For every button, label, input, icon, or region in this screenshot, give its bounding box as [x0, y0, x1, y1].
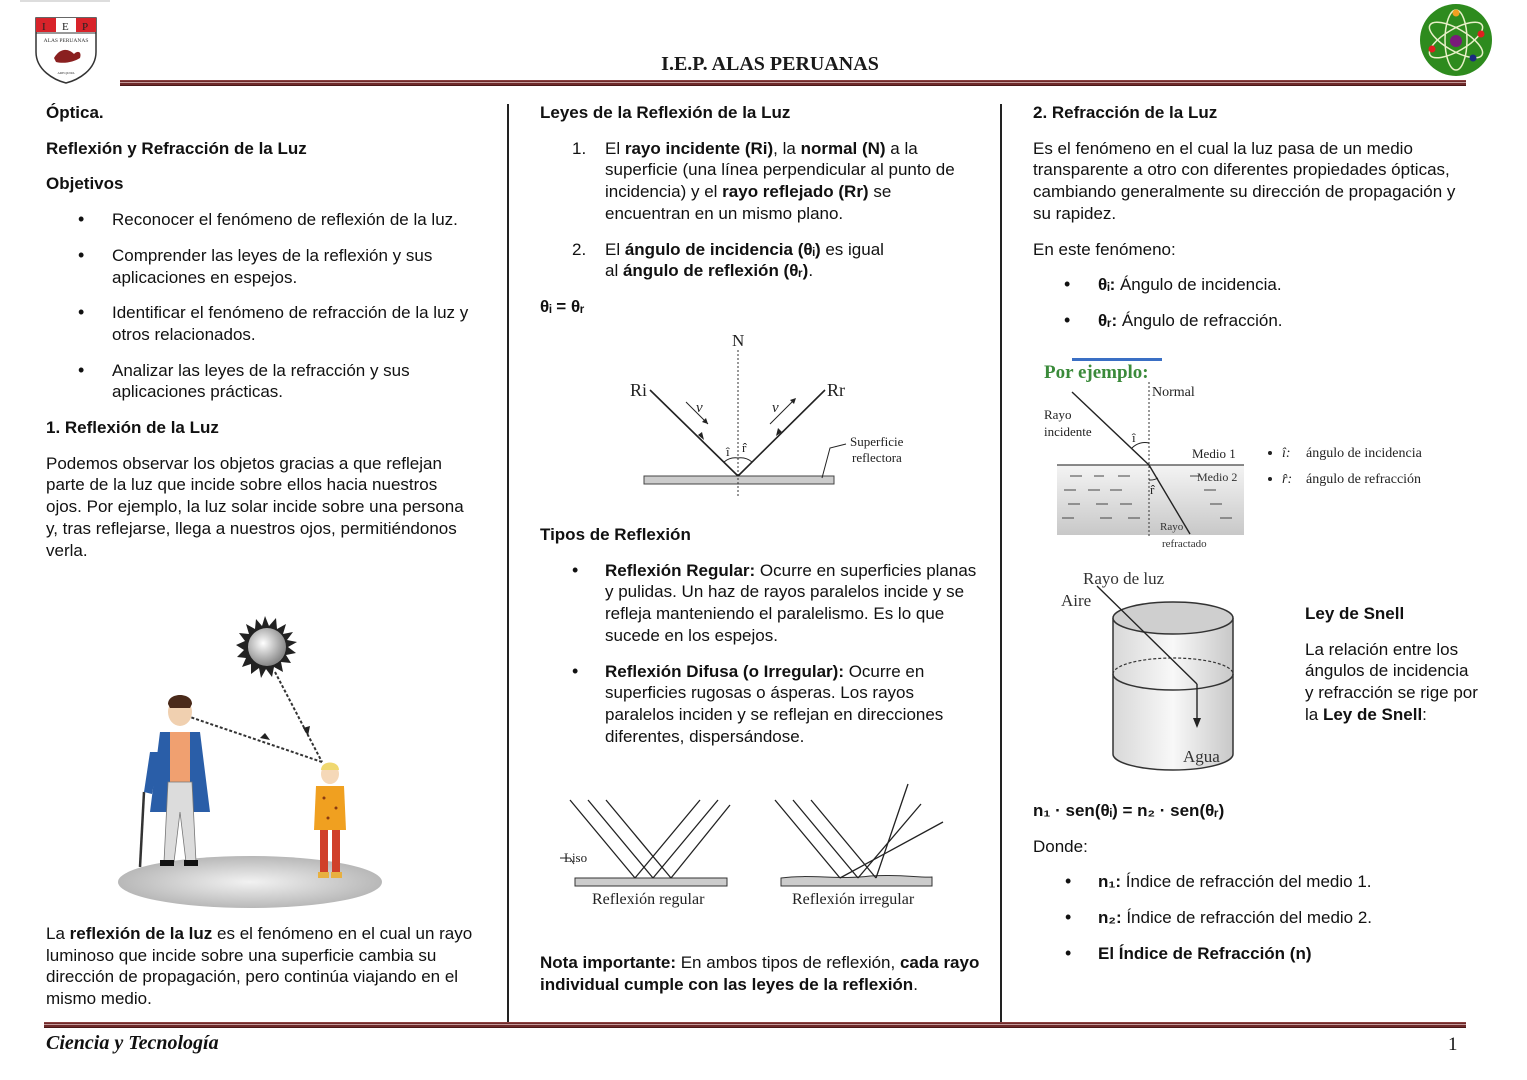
where-label: Donde: — [1033, 836, 1088, 856]
laws-list — [540, 138, 980, 282]
svg-text:î: î — [1132, 430, 1136, 445]
objective-item: • Comprender las leyes de la reflexión y sus aplicaciones en espejos. — [46, 245, 476, 288]
svg-text:ALAS PERUANAS: ALAS PERUANAS — [43, 38, 89, 44]
svg-text:Ri: Ri — [630, 380, 648, 400]
variable-item: • n₁: Índice de refracción del medio 1. — [1033, 871, 1473, 893]
svg-text:r̂: r̂ — [742, 440, 747, 455]
svg-text:E: E — [62, 21, 69, 33]
objectives-list — [46, 209, 476, 403]
svg-text:Rr: Rr — [827, 380, 845, 400]
column-2 — [540, 102, 980, 332]
page-number: 1 — [1448, 1034, 1458, 1055]
svg-text:Rayo: Rayo — [1160, 521, 1184, 533]
svg-text:Agua: Agua — [1183, 747, 1220, 766]
subject-footer: Ciencia y Tecnología — [46, 1032, 219, 1054]
variable-item: • El Índice de Refracción (n) — [1033, 943, 1473, 965]
types-list — [540, 560, 980, 748]
law-item: 2. El ángulo de incidencia (θᵢ) es igual al ángulo de reflexión (θᵣ). — [572, 239, 884, 281]
snell-equation: n₁ · sen(θᵢ) = n₂ · sen(θᵣ) — [1033, 801, 1225, 820]
sun-icon — [236, 616, 297, 678]
svg-text:AREQUIPA: AREQUIPA — [57, 71, 75, 75]
types-heading: Tipos de Reflexión — [540, 525, 691, 544]
top-edge-mark — [20, 0, 110, 2]
svg-text:v: v — [772, 400, 779, 416]
reflection-types-diagram — [560, 780, 950, 910]
svg-text:Aire: Aire — [1061, 591, 1092, 610]
refraction-example-diagram — [1040, 358, 1470, 558]
snell-description: La relación entre los ángulos de incidencia y refracción se rige por la Ley de Snell: — [1305, 639, 1478, 724]
column-1 — [46, 102, 476, 575]
man-figure — [140, 695, 210, 867]
column-divider-2 — [1000, 104, 1002, 1024]
snell-equation-section — [1033, 800, 1473, 979]
svg-text:reflectora: reflectora — [852, 450, 902, 465]
svg-text:Por ejemplo:: Por ejemplo: — [1044, 362, 1149, 383]
phenomenon-intro: En este fenómeno: — [1033, 239, 1176, 259]
svg-text:Superficie: Superficie — [850, 434, 904, 449]
svg-text:I: I — [42, 21, 46, 33]
svg-text:Rayo: Rayo — [1044, 407, 1072, 422]
svg-text:refractado: refractado — [1162, 538, 1207, 550]
svg-text:incidente: incidente — [1044, 424, 1092, 439]
section-1-paragraph: Podemos observar los objetos gracias a que reflejan parte de la luz que incide sobre ellos hacia nuestros ojos. Por ejemplo, la luz solar incide sobre una persona y, tras reflejarse, llega a nuestros ojos, permitiéndonos verla. — [46, 453, 464, 560]
column-divider-1 — [507, 104, 509, 1024]
objective-item: • Analizar las leyes de la refracción y sus aplicaciones prácticas. — [46, 360, 476, 403]
school-name-title: I.E.P. ALAS PERUANAS — [661, 53, 879, 75]
svg-text:ángulo de refracción: ángulo de refracción — [1306, 472, 1422, 487]
objectives-heading: Objetivos — [46, 174, 124, 194]
type-item-regular: • Reflexión Regular: Ocurre en superficies planas y pulidas. Un haz de rayos paralelos incide y se refleja manteniendo el paralelismo. Es lo que sucede en los espejos. — [540, 560, 980, 647]
header-divider — [120, 80, 1466, 86]
subtitle-heading: Reflexión y Refracción de la Luz — [46, 138, 307, 158]
svg-text:Reflexión regular: Reflexión regular — [592, 891, 705, 908]
sunlight-reflection-illustration — [110, 612, 390, 912]
reflection-law-diagram — [620, 328, 920, 498]
cylinder-refraction-diagram — [1055, 562, 1255, 782]
svg-text:Medio 2: Medio 2 — [1197, 470, 1238, 484]
column-3 — [1033, 102, 1473, 346]
svg-text:î:: î: — [1282, 446, 1291, 461]
reflection-types-section — [540, 524, 980, 761]
variables-list — [1033, 871, 1473, 964]
school-crest-logo — [34, 14, 98, 84]
svg-text:v: v — [696, 400, 703, 416]
angle-item: • θᵣ: Ángulo de refracción. — [1033, 310, 1473, 332]
svg-text:r̂: r̂ — [1150, 482, 1155, 497]
footer-divider — [44, 1022, 1466, 1028]
svg-text:r̂:: r̂: — [1282, 472, 1293, 487]
laws-heading: Leyes de la Reflexión de la Luz — [540, 103, 791, 122]
angle-item: • θᵢ: Ángulo de incidencia. — [1033, 274, 1473, 296]
svg-text:Normal: Normal — [1152, 385, 1195, 400]
svg-text:N: N — [732, 331, 745, 350]
reflection-definition: La reflexión de la luz es el fenómeno en el cual un rayo luminoso que incide sobre una superficie cambia su dirección de propagación, pero continúa viajando en el mismo medio. — [46, 924, 473, 1009]
snell-heading: Ley de Snell — [1305, 604, 1405, 623]
svg-text:ángulo de incidencia: ángulo de incidencia — [1306, 446, 1422, 461]
svg-text:Rayo de luz: Rayo de luz — [1083, 569, 1165, 588]
law-item: 1. El rayo incidente (Ri), la normal (N) a la superficie (una línea perpendicular al punto de incidencia) y el rayo reflejado (Rr) se encuentran en un mismo plano. — [572, 138, 955, 223]
important-note: Nota importante: En ambos tipos de reflexión, cada rayo individual cumple con las leyes de la reflexión. — [540, 953, 980, 994]
objective-item: • Reconocer el fenómeno de reflexión de la luz. — [46, 209, 476, 231]
angles-list — [1033, 274, 1473, 331]
variable-item: • n₂: Índice de refracción del medio 2. — [1033, 907, 1473, 929]
section-2-heading: 2. Refracción de la Luz — [1033, 103, 1218, 122]
svg-text:Medio 1: Medio 1 — [1192, 446, 1236, 461]
svg-text:Liso: Liso — [564, 850, 588, 865]
svg-text:î: î — [726, 444, 730, 459]
objective-item: • Identificar el fenómeno de refracción de la luz y otros relacionados. — [46, 302, 476, 345]
atom-icon — [1416, 4, 1494, 76]
svg-text:P: P — [82, 21, 89, 33]
type-item-diffuse: • Reflexión Difusa (o Irregular): Ocurre en superficies rugosas o ásperas. Los rayos paralelos inciden y se reflejan en direcciones diferentes, dispersándose. — [540, 661, 980, 748]
svg-text:Reflexión irregular: Reflexión irregular — [792, 891, 915, 908]
section-2-paragraph: Es el fenómeno en el cual la luz pasa de un medio transparente a otro con diferentes propiedades ópticas, cambiando generalmente su dirección de propagación y su rapidez. — [1033, 138, 1456, 223]
topic-heading: Óptica. — [46, 103, 104, 122]
reflection-equation: θᵢ = θᵣ — [540, 296, 585, 316]
section-1-heading: 1. Reflexión de la Luz — [46, 418, 219, 438]
snell-law-box — [1305, 603, 1480, 726]
